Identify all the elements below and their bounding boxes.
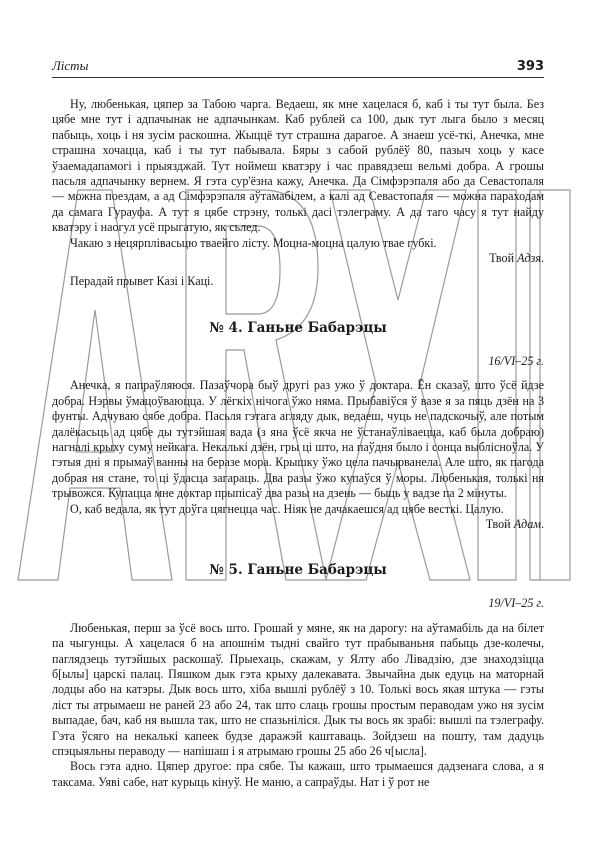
running-title: Лісты	[52, 58, 89, 73]
signature-prefix: Твой	[485, 516, 514, 531]
signature-suffix: .	[540, 516, 544, 531]
letter-3-paragraph-2: Чакаю з нецярплівасьцю тваейго лісту. Моцна-моцна цалую твае губкі.	[70, 235, 437, 250]
page	[52, 58, 544, 790]
letter-5-date: 19/VI–25 г.	[488, 596, 544, 611]
signature-name: Адзя	[517, 251, 541, 266]
letter-3	[52, 97, 544, 290]
signature-suffix: .	[540, 251, 544, 266]
page-number: 393	[516, 59, 544, 74]
letter-4-heading: № 4. Ганьне Бабарэцы	[209, 319, 387, 336]
running-head	[52, 58, 544, 78]
letter-4-paragraph-2: О, каб ведала, як тут доўга цягнецца час. Ніяк не дачакаешся ад цябе весткі. Цалую.	[70, 501, 504, 516]
letter-4-date: 16/VI–25 г.	[488, 353, 544, 368]
letter-3-signature	[52, 251, 544, 266]
letter-5-paragraph-1: Любенькая, перш за ўсё вось што. Грошай у мяне, як на дарогу: на аўтамабіль да на білет па чыгунцы. А хацелася б на апошнім тыдні свайго тут прабываньня пабыць дзе-колечы, паглядзець тутэйшых раскошаў. Прыехаць, скажам, у Ялту або Лівадзію, дзе знаходзіцца б[ылы] царскі палац. Пяшком дык гэта крыху далекавата. Звычайна дык едуць на маторнай лодцы або на катэры. Дык вось што, хіба вышлі рублёў з 10. Толькі вось якая штука — гэты ліст ты атрымаеш не раней 23 або 24, так што слаць грошы простым пераводам ужо ня зусім выпадае, бач, каб ня вышла так, што не спазьніліся. Дык ты вось як зрабі: вышлі па тэлеграфу. Гэта ўсяго на некалькі капеек будзе даражэй каштаваць. Зойдзеш на пошту, там дадуць спэцыяльны пераводу — напішаш і я атрымаю грошы 25 або 26 ч[ысла].	[52, 620, 544, 758]
letter-4-paragraph-1: Анечка, я папраўляюся. Пазаўчора быў другі раз ужо ў доктара. Ён сказаў, што ўсё йдзе добра. Нэрвы ўмацоўваюцца. У лёгкіх нічога ўжо няма. Прыбавіўся ў вазе я за пяць дзён на 3 фунты. Адчуваю сябе добра. Пасьля гэтага агляду дык, ведаеш, чуць не падскочыў, але потым далёкасьць ад цябе ды тутэйшая вада (з яна ўсё якча не ўстанаўліваецца, каб была добраю) нагналі крыху суму нейкага. Некалькі дзён, гры ці што, на паўдня было і сонца выблісноўла. У гэтыя дні я прымаў ванны на беразе мора. Крышку ўжо цела пачырванела. Але што, як пагода добрая ня стане, то ці ўдасца загараць. Два разы ўжо купаўся ў моры. Любенькая, толькі ня трывожся. Купацца мне доктар прыпісаў два разы на дзень — быць у вадзе па 2 мінуты.	[52, 378, 544, 501]
letter-5-paragraph-2: Вось гэта адно. Цяпер другое: пра сябе. Ты кажаш, што трымаешся дадзенага слова, а я таксама. Уяві сабе, нат курыць кінуў. Не маню, а сапраўды. Нат і ў рот не	[52, 759, 544, 789]
signature-name: Адам	[513, 516, 541, 531]
letter-3-postscript: Перадай прывет Казі і Каці.	[70, 274, 214, 289]
letter-3-paragraph-1: Ну, любенькая, цяпер за Табою чарга. Ведаеш, як мне хацелася б, каб і ты тут была. Без цябе мне тут і адпачынак не адпачынкам. Каб рублей са 100, дык тут лыга было з месяц пабыць, хоць і ня зусім раскошна. Жыццё тут страшна дарагое. А знаеш усё-ткі, Анечка, мне страшна хочацца, каб і ты тут пабывала. Бяры з сабой рублёў 80, пазыч хоць у касе ўзаемадапамогі і прыязджай. Тут ноймеш кватэру і час правядзеш вельмі добра. А грошы пасьля адпачынку вернем. Я гэта сур'ёзна кажу, Анечка. Да Сімфэрэпаля або да Севастопаля — можна поездам, а ад Сімфэрэпаля аўтамабілем, а калі ад Севастопаля — можна параходам да самага Гурауфа. А тут я цябе стрэну, толькі дасі тэлеграму. А да таго часу я тут найду кватэру і наогул усё прыгатую, як сьлед.	[52, 97, 544, 235]
signature-prefix: Твой	[489, 251, 518, 266]
letter-5-heading: № 5. Ганьне Бабарэцы	[209, 562, 387, 579]
letter-4-signature	[52, 517, 544, 532]
letter-5	[52, 596, 544, 790]
letter-4	[52, 354, 544, 532]
